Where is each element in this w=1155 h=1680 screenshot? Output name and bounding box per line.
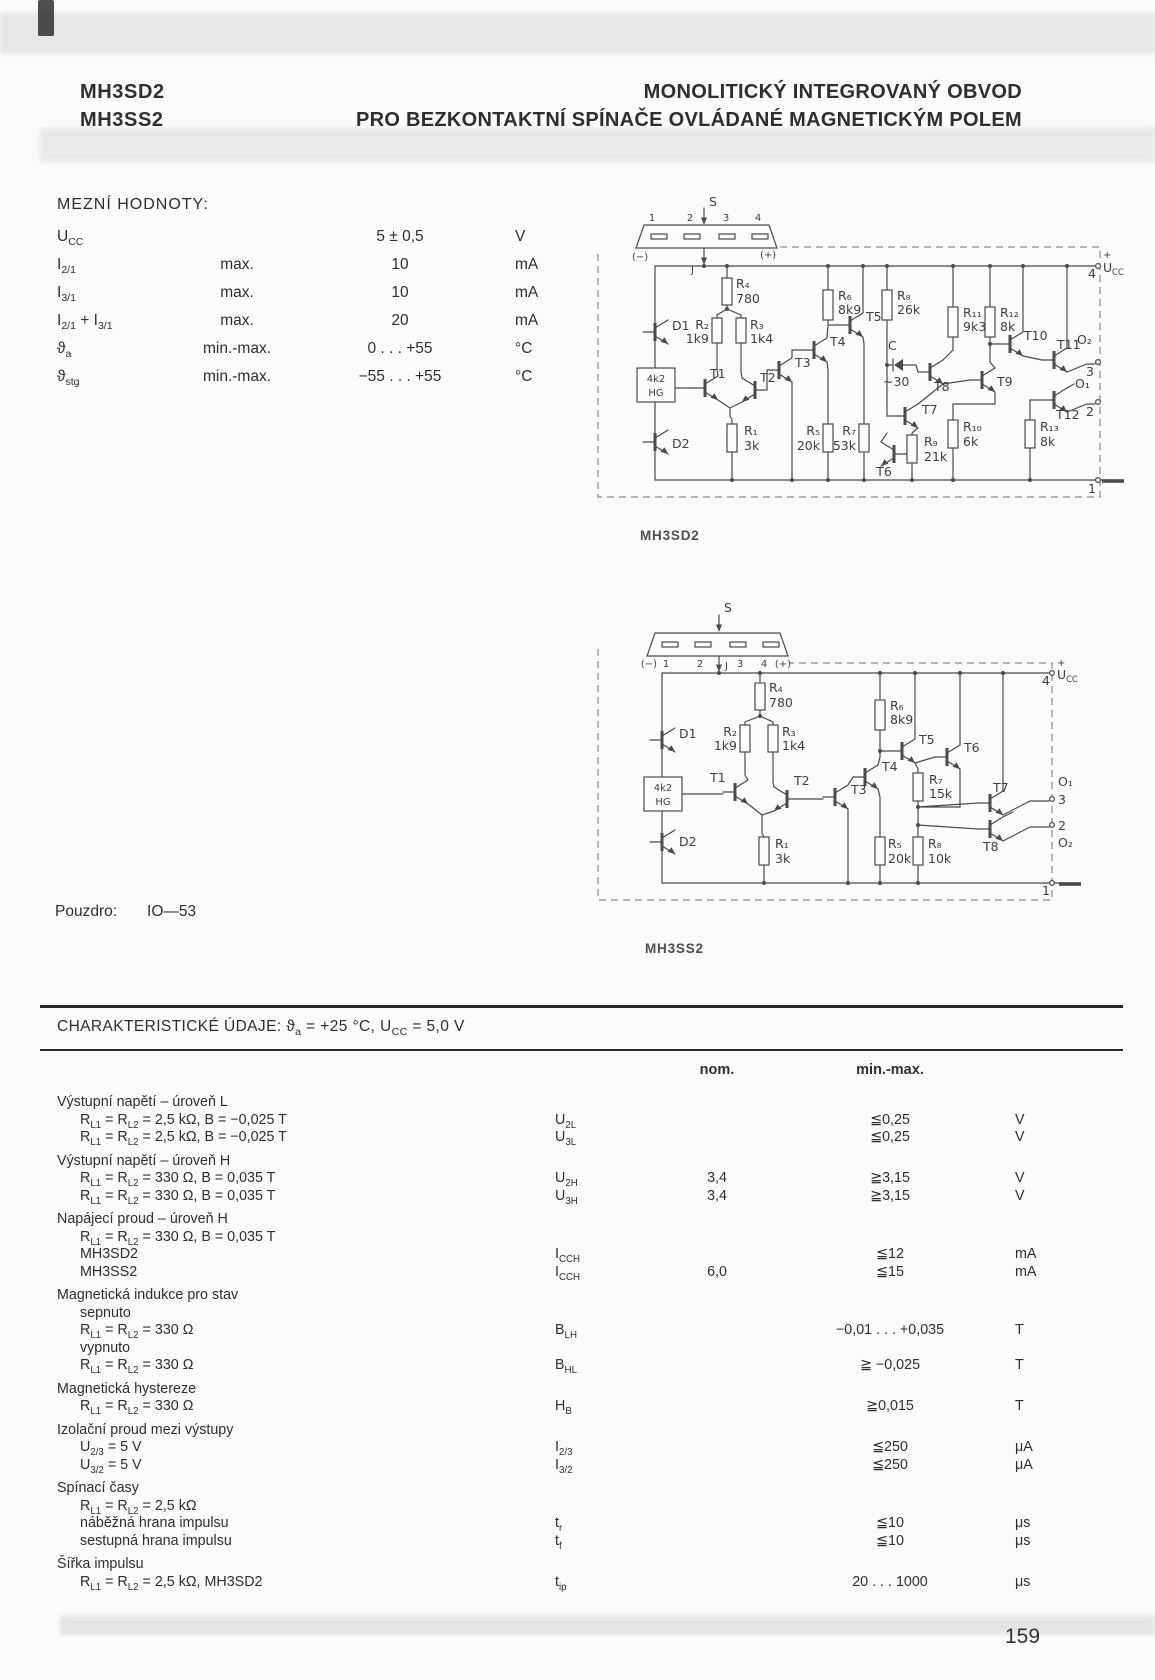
l-sym: $I_{2/1} + I_{3/1}$ — [57, 312, 113, 333]
pin2-label: 2 — [686, 213, 694, 224]
r5-label: R₅ — [806, 423, 820, 438]
char-row — [0, 1188, 1155, 1206]
char-label: $R_{L1} = R_{L2} = 2,5$ kΩ, B = −0,025 T — [80, 1111, 287, 1131]
r1-value: 3k — [775, 851, 791, 866]
char-row — [0, 1457, 1155, 1475]
schematic-mh3sd2 — [592, 192, 1127, 510]
r1-value: 3k — [744, 438, 760, 453]
r13-label: R₁₃ — [1040, 419, 1059, 434]
c-mm: ≧3,15 — [870, 1170, 910, 1186]
limits-row — [57, 312, 617, 340]
char-label: $R_{L1} = R_{L2} = 330$ Ω, B = 0,035 T — [80, 1170, 276, 1189]
char-label: $R_{L1} = R_{L2} = 330$ Ω, B = 0,035 T — [80, 1187, 276, 1207]
char-row — [0, 1533, 1155, 1551]
pin-2 — [1050, 823, 1055, 828]
char-row — [0, 1305, 1155, 1323]
char-section-heading — [0, 1480, 1155, 1498]
r10-label: R₁₀ — [963, 419, 982, 434]
r3-label: R₃ — [782, 724, 796, 739]
char-row — [0, 1246, 1155, 1264]
schematic-mh3ss2 — [592, 585, 1092, 915]
table-rule — [40, 1049, 1123, 1051]
l-cond: max. — [220, 256, 254, 273]
c-unit: μs — [1015, 1532, 1031, 1549]
t1-label: T1 — [710, 366, 726, 381]
title-line-1: MONOLITICKÝ INTEGROVANÝ OBVOD — [643, 81, 1022, 103]
t5-label: T5 — [919, 732, 935, 747]
char-label: $U_{3/2} = 5$ V — [80, 1456, 142, 1476]
c-unit: μs — [1015, 1573, 1031, 1590]
column-header-minmax: min.-max. — [856, 1062, 924, 1078]
d2-label: D2 — [672, 436, 690, 451]
t3-label: T3 — [851, 782, 867, 797]
l-sym: $I_{2/1}$ — [57, 256, 76, 277]
limits-title: MEZNÍ HODNOTY: — [57, 196, 209, 213]
c-unit: mA — [1015, 1246, 1037, 1262]
char-label: $R_{L1} = R_{L2} = 2,5$ kΩ, B = −0,025 T — [80, 1129, 287, 1148]
c-sym: $t_r$ — [555, 1515, 563, 1534]
c-label: C — [888, 338, 897, 353]
t7-label: T7 — [993, 780, 1009, 795]
arrow-icon — [701, 218, 707, 226]
char-label: Magnetická hystereze — [57, 1380, 197, 1397]
r9-value: 21k — [924, 449, 948, 464]
pin4-label: 4 — [754, 213, 762, 224]
char-label: Magnetická indukce pro stav — [57, 1287, 239, 1303]
char-label: sepnuto — [80, 1304, 131, 1321]
page-title — [280, 78, 1022, 134]
r5-value: 20k — [888, 851, 912, 866]
char-label: MH3SD2 — [80, 1246, 138, 1262]
t9-label: T9 — [997, 374, 1013, 389]
char-section-heading — [0, 1211, 1155, 1229]
limits-row — [57, 340, 617, 368]
model-name-1: MH3SD2 — [80, 81, 165, 103]
limits-row — [57, 256, 617, 284]
t7-label: T7 — [922, 402, 938, 417]
ground-icon — [1102, 479, 1124, 483]
ucc-sub: CC — [1112, 268, 1124, 278]
t6-label: T6 — [964, 740, 980, 755]
j-label: J — [725, 661, 728, 672]
hg-label: 4k2 — [646, 374, 666, 385]
title-line-2: PRO BEZKONTAKTNÍ SPÍNAČE OVLÁDANÉ MAGNETICKÝM POLEM — [355, 109, 1022, 131]
c-mm: ≦15 — [876, 1263, 904, 1280]
char-row — [0, 1574, 1155, 1592]
r1-label: R₁ — [744, 423, 758, 438]
c-sym: $U_{3H}$ — [555, 1187, 578, 1207]
l-sym: $I_{3/1}$ — [57, 284, 76, 305]
r7-label: R₇ — [842, 423, 856, 438]
char-section-heading — [0, 1094, 1155, 1112]
schematic-caption-ss2: MH3SS2 — [645, 941, 704, 956]
char-row — [0, 1439, 1155, 1457]
c-unit: V — [1015, 1187, 1025, 1204]
header-models — [80, 78, 165, 134]
t8-label: T8 — [983, 839, 999, 854]
hg-label: HG — [655, 797, 671, 808]
c-mm: ≧0,015 — [866, 1398, 914, 1414]
char-label: $R_{L1} = R_{L2} = 330$ Ω, B = 0,035 T — [80, 1228, 276, 1248]
char-row — [0, 1112, 1155, 1130]
char-label: $R_{L1} = R_{L2} = 2,5$ kΩ — [80, 1497, 197, 1517]
l-val: 0 . . . +55 — [367, 340, 433, 357]
r3-value: 1k4 — [782, 738, 806, 753]
pin-1 — [1096, 478, 1101, 483]
c-mm: ≦0,25 — [870, 1129, 910, 1145]
d1-label: D1 — [679, 726, 697, 741]
char-row — [0, 1264, 1155, 1282]
r10-value: 6k — [963, 434, 979, 449]
char-section-heading — [0, 1153, 1155, 1171]
pin2-label: 2 — [696, 659, 704, 670]
ucc-plus: + — [1057, 658, 1066, 669]
c-unit: V — [1015, 1111, 1025, 1128]
c-sym: $B_{LH}$ — [555, 1322, 577, 1341]
r6-value: 8k9 — [838, 302, 862, 317]
r2-label: R₂ — [695, 317, 709, 332]
c-unit: μs — [1015, 1515, 1031, 1531]
c-sym: $U_{2L}$ — [555, 1111, 577, 1131]
r13-value: 8k — [1040, 434, 1056, 449]
arrow-icon — [701, 258, 707, 266]
pin3-out-label: 3 — [1086, 364, 1094, 379]
c-sym: $B_{HL}$ — [555, 1357, 577, 1376]
plus-label: (+) — [760, 250, 777, 261]
ucc-pin-label: 4 — [1088, 266, 1096, 281]
l-sym: $ϑ_a$ — [57, 340, 72, 361]
r12-label: R₁₂ — [1000, 305, 1019, 320]
r4-label: R₄ — [769, 680, 783, 695]
pin-3 — [1096, 360, 1101, 365]
r11-label: R₁₁ — [963, 305, 982, 320]
char-row — [0, 1129, 1155, 1147]
l-cond: min.-max. — [202, 368, 272, 385]
hg-label: HG — [648, 388, 664, 399]
characteristics-conditions: $ϑ_a = +25$ °C, $U_{CC} = 5,0$ V — [286, 1018, 465, 1039]
char-section-heading — [0, 1556, 1155, 1574]
limits-row — [57, 228, 617, 256]
l-val: 10 — [391, 256, 409, 273]
o2-label: O₂ — [1077, 332, 1092, 347]
char-row — [0, 1340, 1155, 1358]
l-cond: max. — [220, 312, 254, 329]
char-label: $R_{L1} = R_{L2} = 330$ Ω — [80, 1398, 194, 1417]
char-section-heading — [0, 1287, 1155, 1305]
l-val: −55 . . . +55 — [358, 368, 442, 385]
c-mm: ≦0,25 — [870, 1111, 910, 1128]
limits-row — [57, 368, 617, 396]
t5-label: T5 — [866, 309, 882, 324]
circuit-boundary — [598, 649, 1052, 900]
l-cond: max. — [220, 284, 254, 301]
pin-3 — [1050, 797, 1055, 802]
char-section-heading — [0, 1422, 1155, 1440]
char-label: Spínací časy — [57, 1480, 139, 1496]
package-note-label: Pouzdro: — [55, 903, 118, 920]
l-unit: mA — [515, 256, 539, 273]
pin-1 — [1050, 881, 1055, 886]
char-label: vypnuto — [80, 1339, 131, 1356]
t2-label: T2 — [760, 370, 776, 385]
column-header-nom: nom. — [699, 1062, 735, 1078]
c-mm: −0,01 . . . +0,035 — [835, 1322, 945, 1338]
c-unit: mA — [1015, 1263, 1037, 1280]
r6-label: R₆ — [890, 698, 904, 713]
r6-value: 8k9 — [890, 712, 914, 727]
t4-label: T4 — [882, 759, 898, 774]
package-symbol — [636, 225, 777, 248]
c-unit: μA — [1015, 1456, 1033, 1473]
l-val: 10 — [391, 284, 409, 301]
t2-label: T2 — [794, 773, 810, 788]
minus-label: (−) — [632, 252, 649, 263]
r12-value: 8k — [1000, 319, 1016, 334]
c-unit: V — [1015, 1129, 1025, 1145]
t6-label: T6 — [876, 464, 892, 479]
model-name-2: MH3SS2 — [80, 109, 164, 131]
minus-label: (−) — [640, 659, 658, 670]
c-unit: T — [1015, 1322, 1024, 1338]
ucc-label: U — [1057, 667, 1067, 682]
limits-row — [57, 284, 617, 312]
r4-value: 780 — [769, 695, 793, 710]
c-mm: 20 . . . 1000 — [852, 1573, 928, 1590]
ground-icon — [1059, 882, 1081, 886]
l-unit: mA — [515, 312, 539, 329]
pin3-out-label: 3 — [1058, 792, 1066, 807]
r5-label: R₅ — [888, 836, 902, 851]
char-row — [0, 1357, 1155, 1375]
char-row — [0, 1170, 1155, 1188]
l-unit: °C — [515, 368, 533, 385]
r7-value: 53k — [832, 438, 856, 453]
c-sym: $I_{CCH}$ — [555, 1263, 581, 1283]
capacitor-diode-symbol — [894, 359, 903, 371]
pin4-label: 4 — [760, 659, 768, 670]
c-mm: ≧ −0,025 — [859, 1357, 921, 1373]
char-label: Výstupní napětí – úroveň H — [57, 1152, 231, 1169]
char-row — [0, 1322, 1155, 1340]
r4-label: R₄ — [736, 276, 750, 291]
t4-label: T4 — [830, 334, 846, 349]
r7-label: R₇ — [929, 772, 943, 787]
c-mm: ≦250 — [872, 1456, 908, 1473]
r6-label: R₆ — [838, 288, 852, 303]
r8-label: R₈ — [897, 288, 911, 303]
l-unit: V — [515, 228, 526, 245]
package-note-value: IO—53 — [147, 903, 197, 920]
ucc-sub: CC — [1066, 675, 1078, 685]
scan-artifact — [60, 1616, 1155, 1635]
pin1-out-label: 1 — [1042, 883, 1050, 898]
arrow-icon — [716, 665, 722, 673]
char-label: Napájecí proud – úroveň H — [57, 1211, 228, 1227]
l-sym: $U_{CC}$ — [57, 228, 84, 249]
c-sym: $I_{CCH}$ — [555, 1246, 581, 1265]
pin1-out-label: 1 — [1088, 481, 1096, 496]
c-sym: $I_{2/3}$ — [555, 1439, 573, 1458]
package-symbol — [647, 633, 788, 656]
scan-artifact — [38, 0, 54, 36]
c-nom: 3,4 — [707, 1187, 727, 1204]
t12-label: T12 — [1056, 407, 1080, 422]
r1-label: R₁ — [775, 836, 789, 851]
limits-table — [57, 228, 617, 396]
c-sym: $I_{3/2}$ — [555, 1456, 573, 1476]
char-label: Výstupní napětí – úroveň L — [57, 1094, 228, 1110]
pin-ucc — [1096, 264, 1101, 269]
char-row — [0, 1398, 1155, 1416]
t3-label: T3 — [795, 355, 811, 370]
char-label: sestupná hrana impulsu — [80, 1532, 232, 1549]
l-sym: $ϑ_{stg}$ — [57, 368, 80, 389]
l-val: 20 — [391, 312, 409, 329]
r3-value: 1k4 — [750, 331, 774, 346]
t11-label: T11 — [1057, 337, 1081, 352]
char-row — [0, 1229, 1155, 1247]
r3-label: R₃ — [750, 317, 764, 332]
char-label: náběžná hrana impulsu — [80, 1515, 229, 1531]
c-nom: 3,4 — [707, 1170, 727, 1186]
r8-value: 10k — [928, 851, 952, 866]
r7-value: 15k — [929, 786, 953, 801]
arrow-icon — [716, 625, 722, 633]
o1-label: O₁ — [1058, 774, 1073, 789]
c-sym: $H_B$ — [555, 1398, 572, 1417]
d2-label: D2 — [679, 834, 697, 849]
l-cond: min.-max. — [202, 340, 272, 357]
char-label: Šířka impulsu — [57, 1556, 144, 1572]
o1-label: O₁ — [1075, 376, 1090, 391]
s-label: S — [724, 600, 732, 615]
r2-value: 1k9 — [713, 738, 737, 753]
char-label: $R_{L1} = R_{L2} = 330$ Ω — [80, 1357, 194, 1376]
r5-value: 20k — [796, 438, 820, 453]
char-label: MH3SS2 — [80, 1263, 138, 1280]
characteristics-table — [0, 1088, 1155, 1591]
c-unit: T — [1015, 1398, 1024, 1414]
char-label: $R_{L1} = R_{L2} = 330$ Ω — [80, 1322, 194, 1341]
r11-value: 9k3 — [963, 319, 987, 334]
r9-label: R₉ — [924, 434, 938, 449]
r8-value: 26k — [897, 302, 921, 317]
pin1-label: 1 — [662, 659, 670, 670]
o2-label: O₂ — [1058, 835, 1073, 850]
characteristics-title-text: CHARAKTERISTICKÉ ÚDAJE: — [57, 1018, 282, 1035]
l-unit: mA — [515, 284, 539, 301]
c-unit: V — [1015, 1170, 1025, 1186]
hg-label: 4k2 — [653, 783, 673, 794]
scan-artifact — [0, 12, 1155, 54]
pin3-label: 3 — [722, 213, 730, 224]
char-label: Izolační proud mezi výstupy — [57, 1421, 234, 1438]
j-label: J — [691, 265, 694, 276]
s-label: S — [709, 194, 717, 209]
c-sym: $t_f$ — [555, 1532, 562, 1552]
char-section-heading — [0, 1381, 1155, 1399]
d1-label: D1 — [672, 318, 690, 333]
pin1-label: 1 — [648, 213, 656, 224]
package-note — [55, 903, 196, 921]
pin3-label: 3 — [736, 659, 744, 670]
t8-label: T8 — [934, 379, 950, 394]
ucc-pin-label: 4 — [1042, 673, 1050, 688]
pin2-out-label: 2 — [1086, 404, 1094, 419]
r2-value: 1k9 — [685, 331, 709, 346]
char-label: $U_{2/3} = 5$ V — [80, 1439, 142, 1458]
r2-label: R₂ — [723, 724, 737, 739]
c-mm: ≧3,15 — [870, 1187, 910, 1204]
characteristics-title — [57, 1018, 465, 1039]
pin-2 — [1096, 400, 1101, 405]
c-sym: $U_{2H}$ — [555, 1170, 578, 1189]
char-row — [0, 1515, 1155, 1533]
r4-value: 780 — [736, 291, 760, 306]
ucc-plus: + — [1103, 250, 1112, 261]
pin-ucc — [1050, 671, 1055, 676]
c-value: ~30 — [883, 374, 910, 389]
pin2-out-label: 2 — [1058, 818, 1066, 833]
t10-label: T10 — [1024, 328, 1048, 343]
plus-label: (+) — [774, 659, 792, 670]
schematic-caption-sd2: MH3SD2 — [640, 528, 700, 543]
c-sym: $U_{3L}$ — [555, 1129, 577, 1148]
c-nom: 6,0 — [707, 1263, 727, 1280]
c-unit: μA — [1015, 1439, 1033, 1455]
r8-label: R₈ — [928, 836, 942, 851]
c-mm: ≦10 — [876, 1532, 904, 1549]
char-row — [0, 1498, 1155, 1516]
t1-label: T1 — [710, 770, 726, 785]
c-mm: ≦10 — [876, 1515, 904, 1531]
c-mm: ≦250 — [872, 1439, 908, 1455]
char-label: $R_{L1} = R_{L2} = 2,5$ kΩ, MH3SD2 — [80, 1573, 263, 1593]
table-rule — [40, 1005, 1123, 1008]
c-unit: T — [1015, 1357, 1024, 1373]
ucc-label: U — [1103, 260, 1113, 275]
c-mm: ≦12 — [876, 1246, 904, 1262]
l-val: 5 ± 0,5 — [376, 228, 424, 245]
page-number: 159 — [1005, 1625, 1041, 1648]
c-sym: $t_{ip}$ — [555, 1573, 567, 1593]
l-unit: °C — [515, 340, 533, 357]
